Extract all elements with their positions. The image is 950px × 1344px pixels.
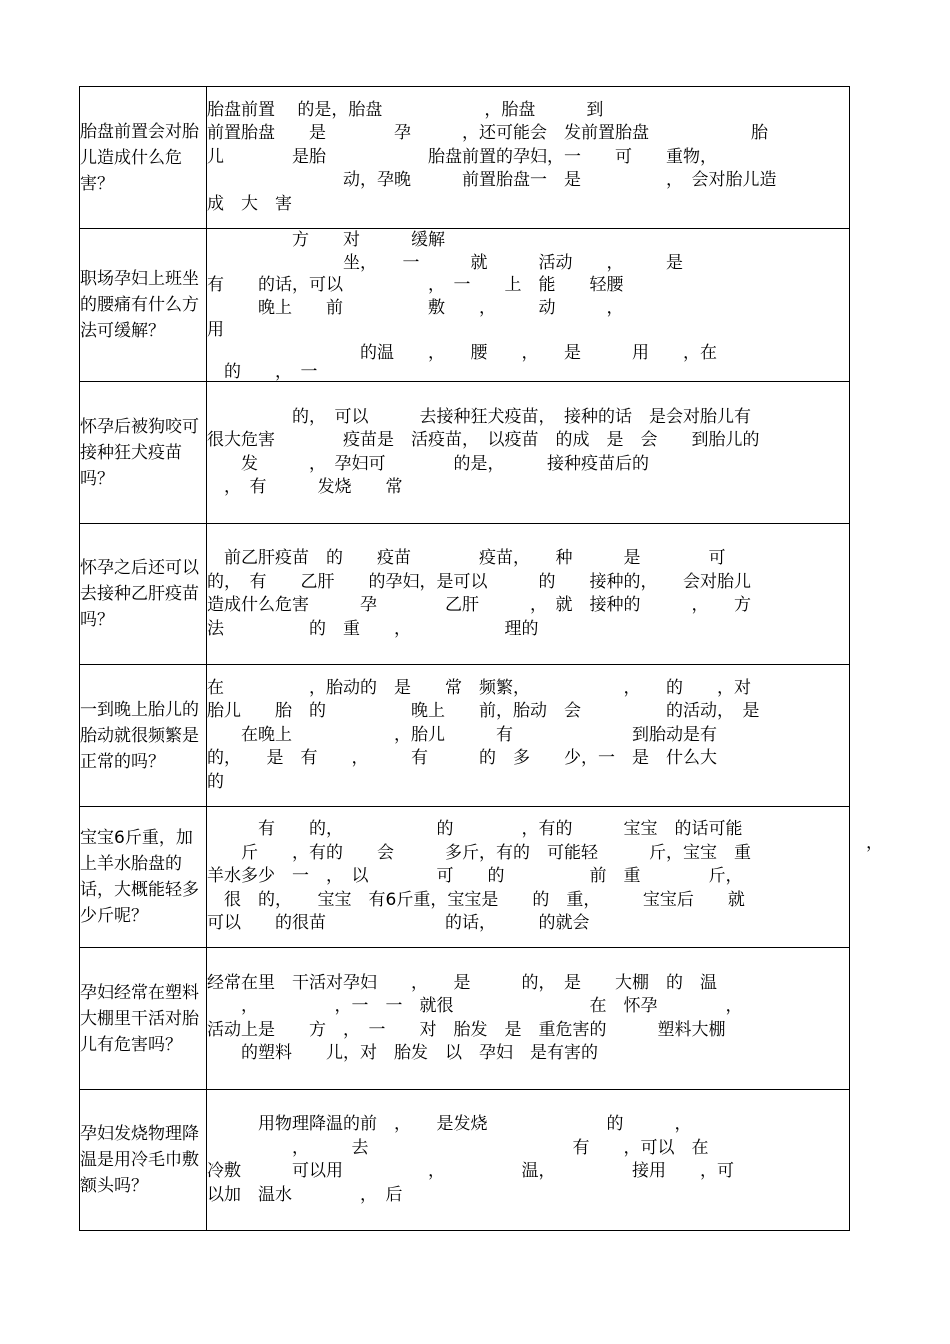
answer-line: 用 [207,320,224,340]
answer-cell [207,524,850,665]
answer-line: 经常在里 干活对孕妇 ， 是 的， 是 大棚 的 温 [207,972,717,993]
answer-line: ， ，一 一 就很 在 怀孕 ， [207,996,743,1016]
answer-line: 在 ，胎动的 是 常 频繁， ， 的 ，对 [207,677,751,698]
question-text: 孕妇经常在塑料大棚里干活对胎儿有危害吗？ [80,982,199,1055]
question-text: 怀孕之后还可以去接种乙肝疫苗吗？ [80,558,199,630]
question-cell [80,382,207,524]
answer-line: 前乙肝疫苗 的 疫苗 疫苗， 种 是 可 [207,548,726,568]
answer-line: 发 ， 孕妇可 的是， 接种疫苗后的 [207,453,649,474]
answer-line: 冷敷 可以用 ， 温， 接用 ，可 [207,1161,734,1181]
answer-line: 的， 是 有 ， 有 的 多 少，一 是 什么大 [207,748,717,769]
table-row [80,524,850,665]
answer-line: 以加 温水 ， 后 [207,1184,403,1205]
answer-line: 动，孕晚 前置胎盘一 是 ， 会对胎儿造 [207,170,777,191]
answer-line: 晚上 前 敷 ， 动 ， [207,297,624,318]
question-text: 职场孕妇上班坐的腰痛有什么方法可缓解？ [80,269,199,341]
answer-line: 胎儿 胎 的 晚上 前，胎动 会 的活动， 是 [207,701,760,722]
answer-cell [207,807,850,948]
answer-line: 的 [207,771,224,792]
answer-cell [207,382,850,524]
answer-line: 胎盘前置 的是，胎盘 ，胎盘 到 [207,99,604,120]
answer-line: 成 大 害 [207,193,292,214]
answer-line: 很大危害 疫苗是 活疫苗， 以疫苗 的成 是 会 到胎儿的 [207,430,760,450]
answer-line: 在晚上 ，胎儿 有 到胎动是有 [207,724,717,745]
table-row [80,87,850,229]
answer-line: 活动上是 方 ， 一 对 胎发 是 重危害的 塑料大棚 [207,1019,726,1040]
question-text: 宝宝6斤重，加上羊水胎盘的话，大概能轻多少斤呢？ [80,828,199,926]
answer-line: 的， 有 乙肝 的孕妇，是可以 的 接种的， 会对胎儿 [207,571,751,592]
answer-line: 有 的话，可以 ， 一 上 能 轻腰 [207,275,624,295]
question-cell [80,87,207,229]
answer-cell [207,1090,850,1231]
question-cell [80,524,207,665]
answer-cell [207,87,850,229]
answer-line: 造成什么危害 孕 乙肝 ， 就 接种的 ， 方 [207,595,751,615]
answer-line: 用物理降温的前 ， 是发烧 的 ， [207,1114,692,1134]
question-cell [80,807,207,948]
question-cell [80,1090,207,1231]
answer-line: 儿 是胎 胎盘前置的孕妇，一 可 重物， [207,146,717,167]
answer-line: 法 的 重 ， 理的 [207,618,539,639]
table-row [80,665,850,807]
question-text: 胎盘前置会对胎儿造成什么危害？ [80,121,199,194]
table-row [80,807,850,948]
answer-line: 的塑料 儿，对 胎发 以 孕妇 是有害的 [207,1043,598,1063]
question-cell [80,948,207,1090]
answer-line: 可以 的很苗 的话， 的就会 [207,913,590,934]
qa-table [79,86,850,1231]
answer-line: 的 ， 一 [207,362,318,382]
question-cell [80,665,207,807]
question-text: 怀孕后被狗咬可接种狂犬疫苗吗？ [80,416,199,489]
answer-line: 羊水多少 一 ， 以 可 的 前 重 斤， [207,866,743,887]
answer-line: 方 对 缓解 [207,230,445,250]
question-text: 孕妇发烧物理降温是用冷毛巾敷额头吗？ [80,1124,199,1196]
answer-cell [207,948,850,1090]
question-text: 一到晚上胎儿的胎动就很频繁是正常的吗？ [80,699,199,772]
answer-line: 有 的， 的 ，有的 宝宝 的话可能 [207,819,743,840]
answer-line: 前置胎盘 是 孕 ，还可能会 发前置胎盘 胎 [207,123,768,144]
answer-cell [207,229,850,382]
table-row [80,1090,850,1231]
answer-cell [207,665,850,807]
question-cell [80,229,207,382]
answer-line: 很 的， 宝宝 有6斤重，宝宝是 的 重， 宝宝后 就 [207,889,745,910]
stray-comma: ， [866,833,883,853]
table-row [80,948,850,1090]
answer-line: ， 去 有 ，可以 在 [207,1137,709,1158]
answer-line: 的温 ， 腰 ， 是 用 ，在 [207,342,717,363]
answer-line: 坐， 一 就 活动 ， 是 [207,252,683,273]
answer-line: ， 有 发烧 常 [207,477,403,497]
answer-line: 斤 ，有的 会 多斤，有的 可能轻 斤，宝宝 重 [207,842,751,863]
table-row [80,382,850,524]
table-row [80,229,850,382]
answer-line: 的， 可以 去接种狂犬疫苗， 接种的话 是会对胎儿有 [207,406,751,427]
